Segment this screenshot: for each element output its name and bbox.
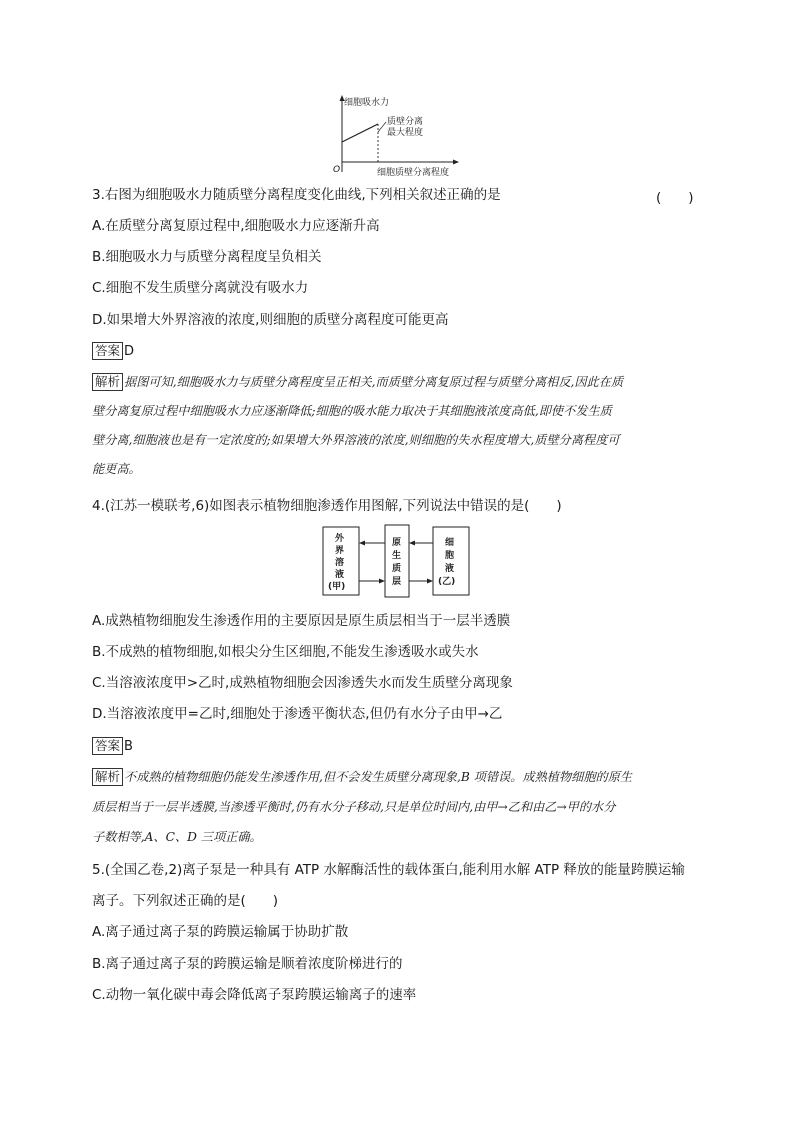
q5-stem-line1: 5.(全国乙卷,2)离子泵是一种具有 ATP 水解酶活性的载体蛋白,能利用水解 ATP 释放的能量跨膜运输 (92, 862, 685, 878)
arrow-left-2-head (409, 541, 415, 546)
q4-explain-line1 (92, 768, 632, 786)
q3-explain-line1 (92, 373, 623, 391)
q4-option-c: C.当溶液浓度甲>乙时,成熟植物细胞会因渗透失水而发生质壁分离现象 (92, 675, 513, 691)
osmosis-diagram (322, 523, 470, 599)
box3-char-1: 细 (445, 538, 455, 548)
box1-char-1: 外 (335, 534, 345, 544)
q3-answer-value: D (124, 344, 135, 359)
q5-option-c: C.动物一氧化碳中毒会降低离子泵跨膜运输离子的速率 (92, 987, 417, 1003)
arrow-left-1-head (359, 541, 365, 546)
arrow-right-1-head (379, 579, 385, 584)
figure-osmosis-diagram (322, 523, 470, 599)
q4-answer-value: B (124, 739, 133, 754)
box3-char-2: 胞 (445, 551, 455, 561)
q3-option-d: D.如果增大外界溶液的浓度,则细胞的质壁分离程度可能更高 (92, 312, 449, 328)
q4-explain-line3: 子数相等,A、C、D 三项正确。 (92, 830, 262, 844)
q5-option-b: B.离子通过离子泵的跨膜运输是顺着浓度阶梯进行的 (92, 956, 403, 972)
q4-option-a: A.成熟植物细胞发生渗透作用的主要原因是原生质层相当于一层半透膜 (92, 613, 511, 629)
box1-char-5: (甲) (328, 582, 346, 592)
q4-explain-tag: 解析 (92, 768, 123, 786)
box3-char-4: (乙) (438, 577, 456, 587)
q3-answer-tag: 答案 (92, 342, 123, 360)
q3-option-c: C.细胞不发生质壁分离就没有吸水力 (92, 280, 309, 296)
q3-option-b: B.细胞吸水力与质壁分离程度呈负相关 (92, 249, 322, 265)
annotation-line2: 最大程度 (387, 128, 424, 138)
q3-explain-text1: 据图可知,细胞吸水力与质壁分离程度呈正相关,而质壁分离复原过程与质壁分离相反,因此在质 (124, 375, 624, 389)
q3-explain-line2: 壁分离复原过程中细胞吸水力应逐渐降低;细胞的吸水能力取决于其细胞液浓度高低,即使不发生质 (92, 404, 612, 418)
q3-explain-tag: 解析 (92, 373, 123, 391)
q3-explain-line3: 壁分离,细胞液也是有一定浓度的;如果增大外界溶液的浓度,则细胞的失水程度增大,质壁分离程度可 (92, 433, 620, 447)
box1-char-3: 溶 (335, 558, 345, 568)
box1-char-4: 液 (335, 570, 345, 580)
q4-option-b: B.不成熟的植物细胞,如根尖分生区细胞,不能发生渗透吸水或失水 (92, 644, 479, 660)
q4-option-d: D.当溶液浓度甲=乙时,细胞处于渗透平衡状态,但仍有水分子由甲→乙 (92, 706, 503, 722)
box3-char-3: 液 (445, 564, 455, 574)
q4-explain-line2: 质层相当于一层半透膜,当渗透平衡时,仍有水分子移动,只是单位时间内,由甲→乙和由乙→甲的水分 (92, 800, 616, 814)
box2-char-3: 质 (392, 564, 402, 574)
origin-label: O (333, 165, 341, 175)
q3-answer-blank: ( ) (656, 190, 694, 206)
q4-answer-tag: 答案 (92, 737, 123, 755)
box2-char-2: 生 (392, 551, 402, 561)
q4-answer-row (92, 737, 133, 756)
box1-char-2: 界 (335, 546, 345, 556)
q5-option-a: A.离子通过离子泵的跨膜运输属于协助扩散 (92, 924, 349, 940)
arrow-right-2-head (427, 579, 433, 584)
x-axis-arrow (453, 160, 459, 165)
curve-line (342, 124, 378, 142)
box2-char-1: 原 (392, 538, 402, 548)
x-axis-label: 细胞质壁分离程度 (377, 168, 450, 178)
annotation-pointer (378, 122, 386, 132)
box2-char-4: 层 (392, 577, 402, 587)
q3-explain-line4: 能更高。 (92, 462, 141, 476)
q3-option-a: A.在质壁分离复原过程中,细胞吸水力应逐渐升高 (92, 218, 380, 234)
q4-explain-text1: 不成熟的植物细胞仍能发生渗透作用,但不会发生质壁分离现象,B 项错误。成熟植物细胞的原生 (124, 770, 633, 784)
q5-stem-line2: 离子。下列叙述正确的是( ) (92, 893, 279, 909)
y-axis-label: 细胞吸水力 (344, 98, 390, 108)
q3-answer-row (92, 342, 134, 361)
q4-stem: 4.(江苏一模联考,6)如图表示植物细胞渗透作用图解,下列说法中错误的是( ) (92, 498, 562, 514)
curve-graph (330, 92, 465, 178)
annotation-line1: 质壁分离 (387, 117, 424, 127)
figure-water-absorption-curve (330, 92, 465, 178)
q3-stem: 3.右图为细胞吸水力随质壁分离程度变化曲线,下列相关叙述正确的是 (92, 187, 501, 203)
